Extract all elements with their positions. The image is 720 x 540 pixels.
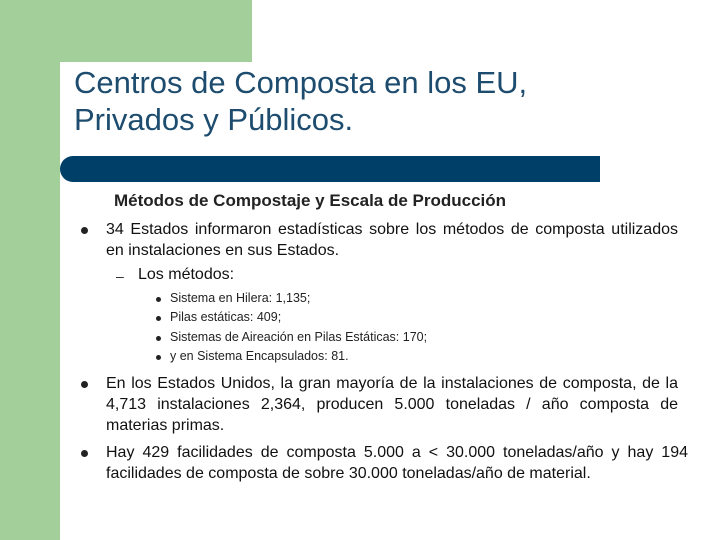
title-line-1: Centros de Composta en los EU, (74, 65, 528, 100)
method-dot-2 (156, 316, 161, 321)
method-item-2: Pilas estáticas: 409; (170, 310, 282, 324)
top-accent-band (0, 0, 252, 62)
title-line-2: Privados y Públicos. (74, 102, 354, 137)
left-accent-band (0, 0, 60, 540)
bullet-1-text: 34 Estados informaron estadísticas sobre los métodos de composta utilizados en instalaciones en sus Estados. (106, 221, 678, 259)
method-dot-4 (156, 355, 161, 360)
bullet-3-text: Hay 429 facilidades de composta 5.000 a < 30.000 toneladas/año y hay 194 facilidades de composta de sobre 30.000 toneladas/año de material. (106, 444, 688, 482)
slide-title (74, 64, 694, 138)
sub-bullet-text: Los métodos: (138, 266, 235, 283)
bullet-dot-1 (81, 227, 88, 234)
sub-bullet-dash: – (116, 268, 124, 284)
section-subtitle: Métodos de Compostaje y Escala de Producción (114, 191, 507, 210)
bullet-dot-3 (81, 450, 88, 457)
method-item-4: y en Sistema Encapsulados: 81. (170, 349, 349, 363)
method-dot-1 (156, 297, 161, 302)
bullet-2-text: En los Estados Unidos, la gran mayoría de la instalaciones de composta, de la 4,713 instalaciones 2,364, producen 5.000 toneladas / año composta de materias primas. (106, 375, 678, 434)
method-item-3: Sistemas de Aireación en Pilas Estáticas: 170; (170, 330, 428, 344)
title-underline-bar (60, 156, 600, 182)
method-dot-3 (156, 336, 161, 341)
method-item-1: Sistema en Hilera: 1,135; (170, 291, 311, 305)
bullet-dot-2 (81, 381, 88, 388)
